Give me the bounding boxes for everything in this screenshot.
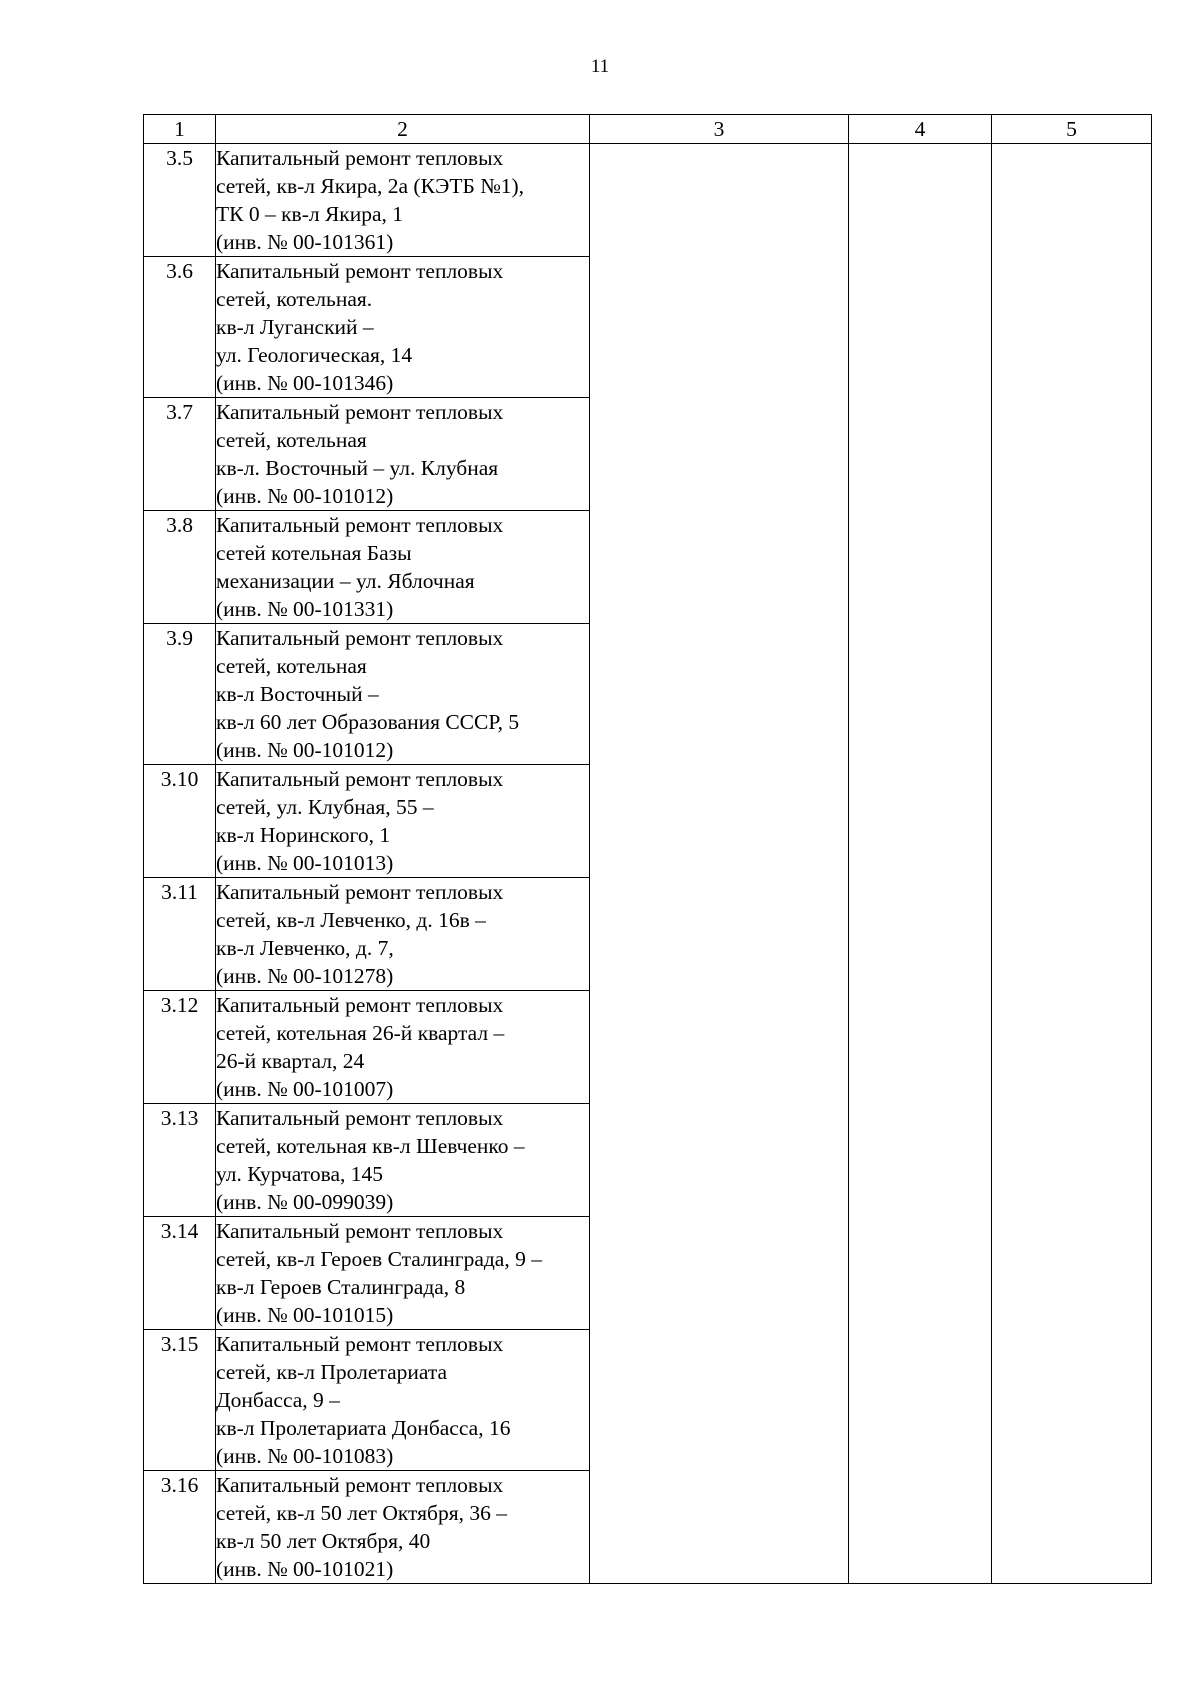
row-number: 3.7 [144, 398, 216, 511]
row-description: Капитальный ремонт тепловых сетей, котельная. кв-л Луганский – ул. Геологическая, 14 (инв. № 00-101346) [216, 257, 590, 398]
empty-column-3 [590, 144, 849, 1584]
row-number: 3.13 [144, 1104, 216, 1217]
row-number: 3.8 [144, 511, 216, 624]
table-header-row [144, 115, 1152, 144]
row-description: Капитальный ремонт тепловых сетей, котельная 26-й квартал – 26-й квартал, 24 (инв. № 00-101007) [216, 991, 590, 1104]
empty-column-5 [992, 144, 1152, 1584]
empty-column-4 [849, 144, 992, 1584]
table-row [144, 144, 1152, 257]
header-col-2: 2 [216, 115, 590, 144]
row-number: 3.10 [144, 765, 216, 878]
header-col-5: 5 [992, 115, 1152, 144]
row-description: Капитальный ремонт тепловых сетей, кв-л Левченко, д. 16в – кв-л Левченко, д. 7, (инв. № 00-101278) [216, 878, 590, 991]
row-description: Капитальный ремонт тепловых сетей котельная Базы механизации – ул. Яблочная (инв. № 00-101331) [216, 511, 590, 624]
header-col-4: 4 [849, 115, 992, 144]
row-number: 3.11 [144, 878, 216, 991]
row-number: 3.9 [144, 624, 216, 765]
row-description: Капитальный ремонт тепловых сетей, котельная кв-л Восточный – кв-л 60 лет Образования СССР, 5 (инв. № 00-101012) [216, 624, 590, 765]
row-number: 3.14 [144, 1217, 216, 1330]
row-number: 3.5 [144, 144, 216, 257]
row-description: Капитальный ремонт тепловых сетей, котельная кв-л Шевченко – ул. Курчатова, 145 (инв. № 00-099039) [216, 1104, 590, 1217]
row-description: Капитальный ремонт тепловых сетей, кв-л Якира, 2а (КЭТБ №1), ТК 0 – кв-л Якира, 1 (инв. № 00-101361) [216, 144, 590, 257]
page-number: 11 [590, 56, 610, 77]
table-body [144, 144, 1152, 1584]
row-description: Капитальный ремонт тепловых сетей, кв-л Пролетариата Донбасса, 9 – кв-л Пролетариата Донбасса, 16 (инв. № 00-101083) [216, 1330, 590, 1471]
header-col-3: 3 [590, 115, 849, 144]
row-description: Капитальный ремонт тепловых сетей, кв-л 50 лет Октября, 36 – кв-л 50 лет Октября, 40 (инв. № 00-101021) [216, 1471, 590, 1584]
row-number: 3.6 [144, 257, 216, 398]
row-number: 3.15 [144, 1330, 216, 1471]
row-description: Капитальный ремонт тепловых сетей, котельная кв-л. Восточный – ул. Клубная (инв. № 00-101012) [216, 398, 590, 511]
header-col-1: 1 [144, 115, 216, 144]
repair-works-table [143, 114, 1152, 1584]
row-number: 3.12 [144, 991, 216, 1104]
row-description: Капитальный ремонт тепловых сетей, ул. Клубная, 55 – кв-л Норинского, 1 (инв. № 00-101013) [216, 765, 590, 878]
row-description: Капитальный ремонт тепловых сетей, кв-л Героев Сталинграда, 9 – кв-л Героев Сталинграда, 8 (инв. № 00-101015) [216, 1217, 590, 1330]
row-number: 3.16 [144, 1471, 216, 1584]
